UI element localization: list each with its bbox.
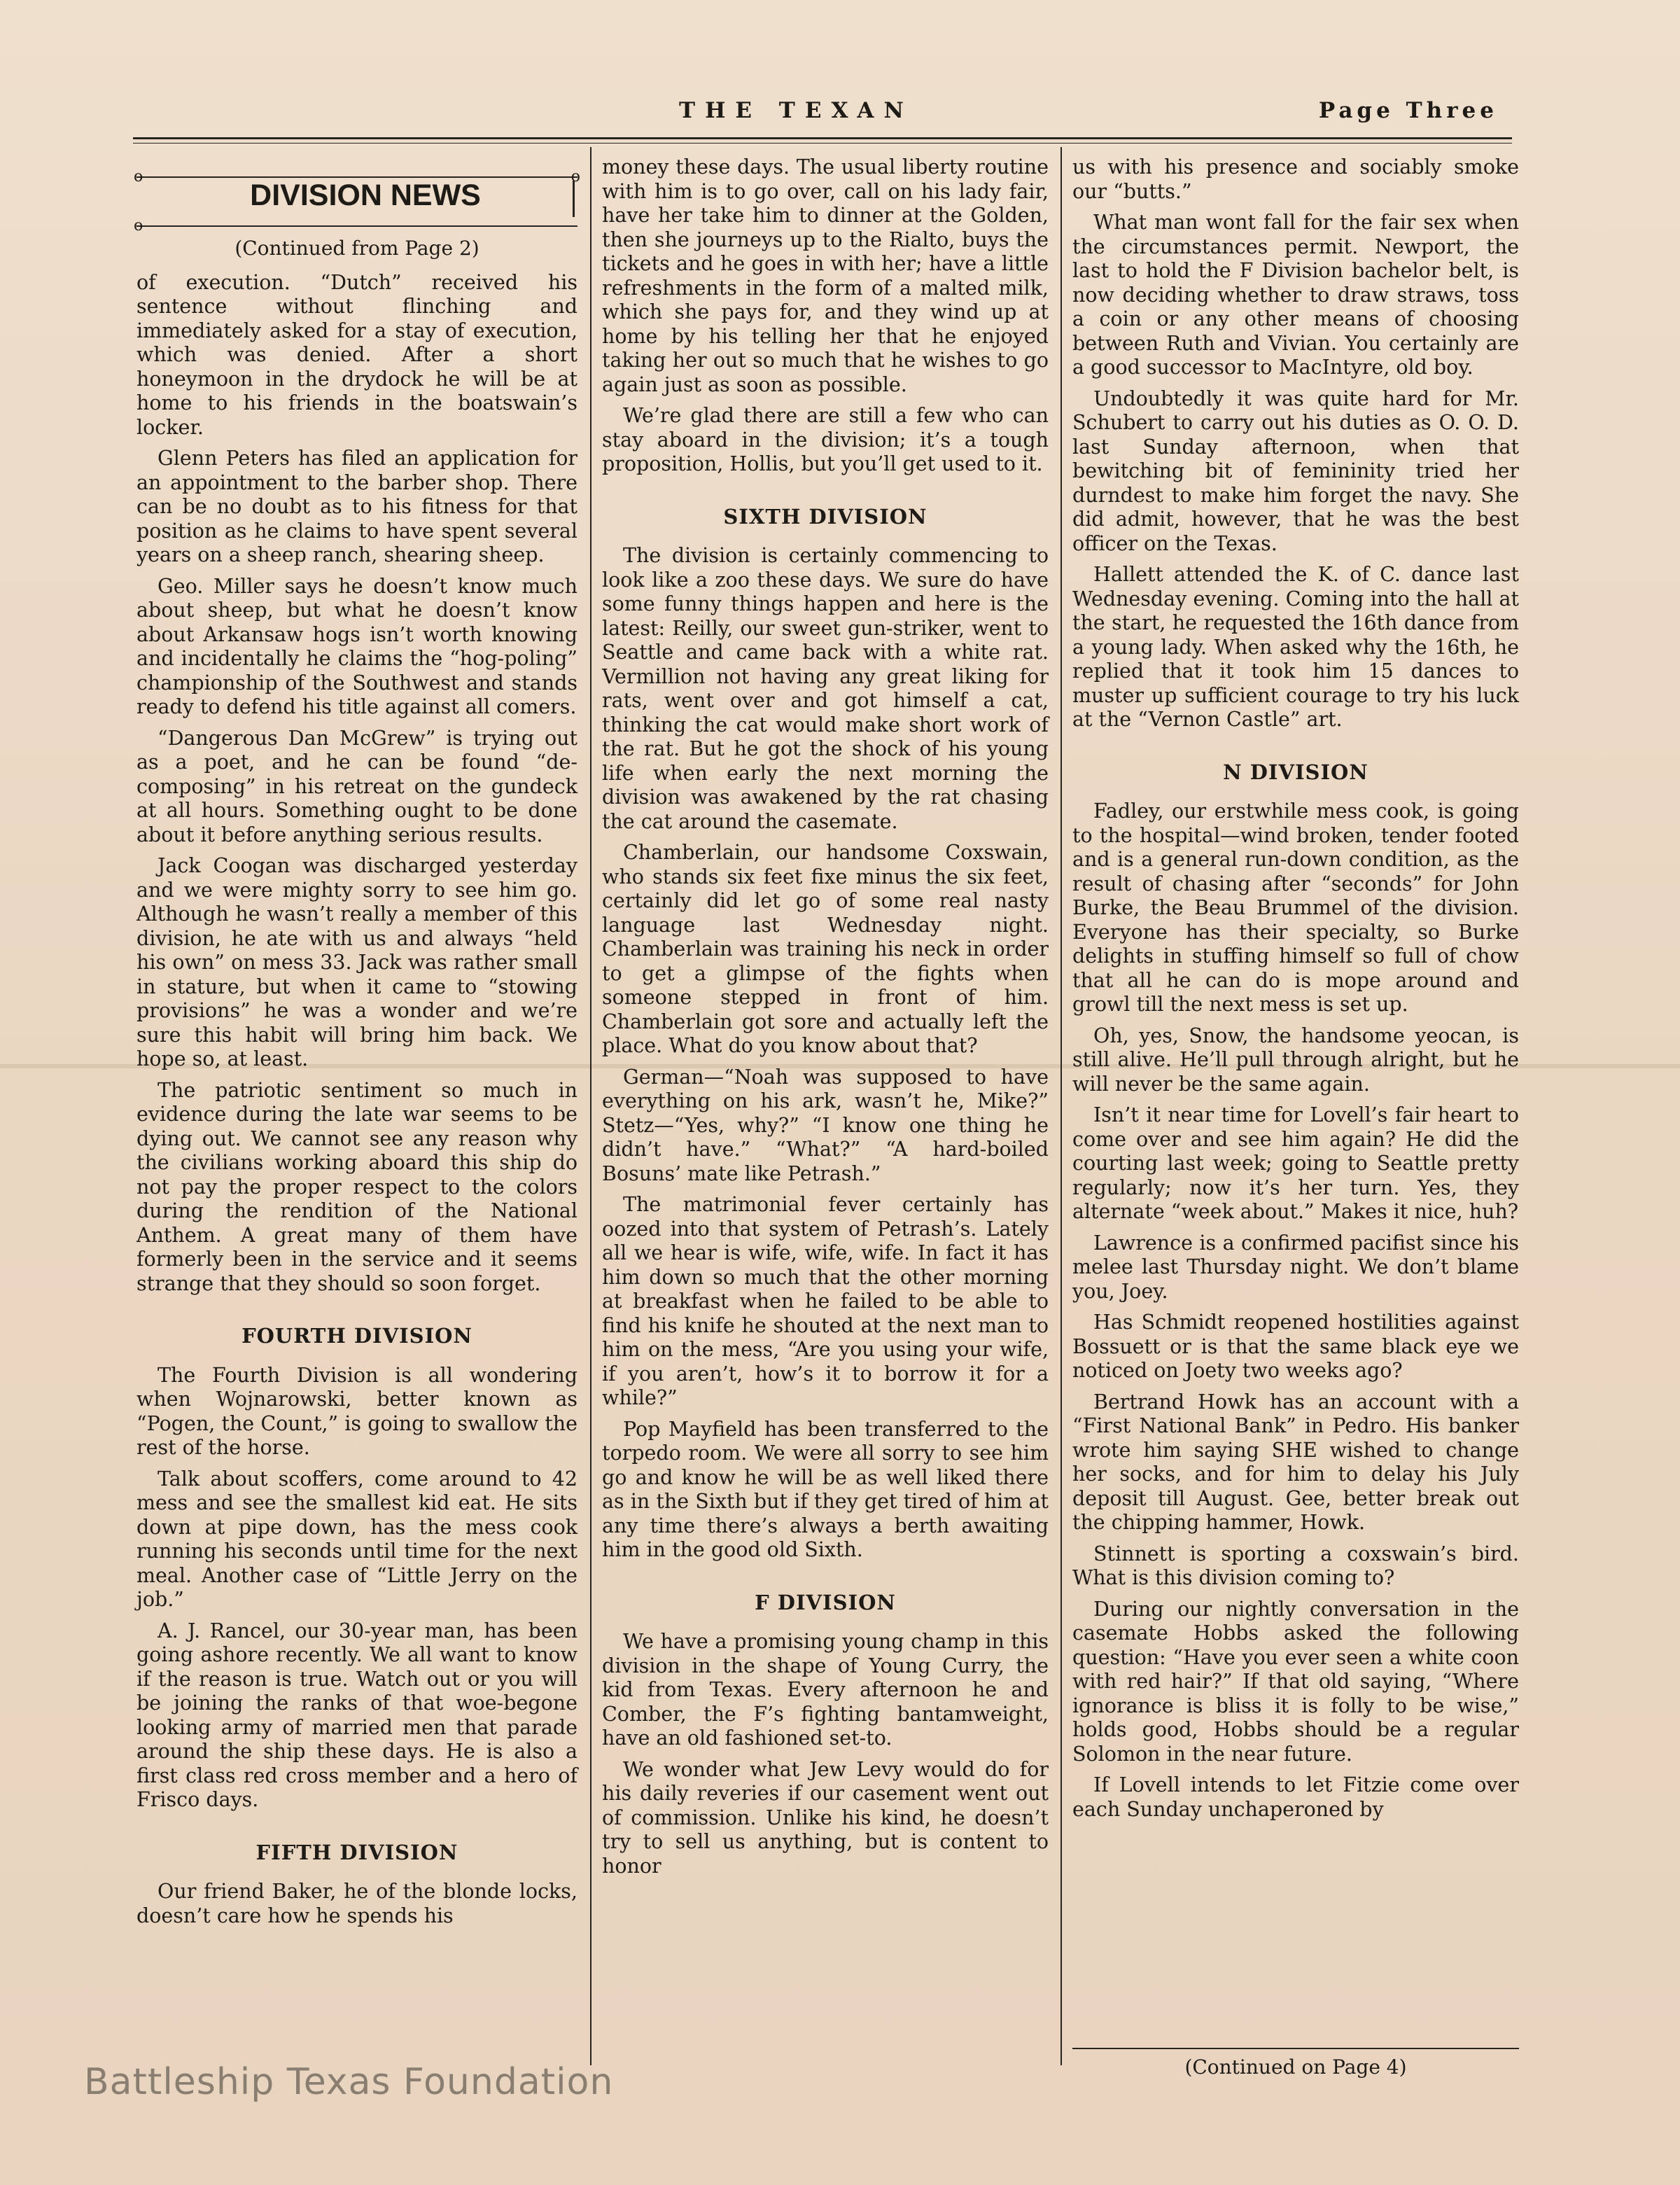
article-paragraph: Pop Mayfield has been transferred to the torpedo room. We were all sorry to see him go and know he will be as well liked there as in the Sixth but if they get tired of him at any time there’s always a berth awaiting him in the good old Sixth. [602, 1417, 1049, 1561]
article-paragraph: money these days. The usual liberty routine with him is to go over, call on his lady fair, have her take him to dinner at the Golden, then she journeys up to the Rialto, buys the tickets and he goes in with her; have a little refreshments in the form of a malted milk, which she pays for, and they wind up at home by his telling her that he enjoyed taking her out so much that he wishes to go again just as soon as possible. [602, 155, 1049, 396]
article-paragraph: Geo. Miller says he doesn’t know much about sheep, but what he doesn’t know about Arkansaw hogs isn’t worth knowing and incidentally he claims the “hog-poling” championship of the Southwest and stands ready to defend his title against all comers. [136, 574, 578, 718]
column-1 [136, 155, 578, 2046]
continued-on: (Continued on Page 4) [1184, 2055, 1407, 2079]
section-heading: F DIVISION [755, 1590, 896, 1614]
banner-title: DIVISION NEWS [250, 179, 481, 212]
article-paragraph: The Fourth Division is all wondering when Wojnarowski, better known as “Pogen, the Count,” is going to swallow the rest of the horse. [136, 1363, 578, 1459]
article-paragraph: Undoubtedly it was quite hard for Mr. Schubert to carry out his duties as O. O. D. last Sunday afternoon, when that bewitching bit of femininity tried her durndest to make him forget the navy. She did admit, however, that he was the best officer on the Texas. [1072, 386, 1519, 555]
article-paragraph: Fadley, our erstwhile mess cook, is going to the hospital—wind broken, tender footed and is a general run-down condition, as the result of chasing after “seconds” for John Burke, the Beau Brummel of the division. Everyone has their specialty, so Burke delights in stuffing himself so full of chow that all he can do is mope around and growl till the next mess is set up. [1072, 800, 1519, 1016]
article-paragraph: “Dangerous Dan McGrew” is trying out as a poet, and he can be found “de-composing” in his retreat on the gundeck at all hours. Something ought to be done about it before anything serious results. [136, 726, 578, 846]
ornament-icon: o [570, 168, 580, 186]
article-paragraph: What man wont fall for the fair sex when the circumstances permit. Newport, the last to hold the F Division bachelor belt, is now deciding whether to draw straws, toss a coin or any other means of choosing between Ruth and Vivian. You certainly are a good successor to MacIntyre, old boy. [1072, 211, 1519, 379]
article-paragraph: During our nightly conversation in the casemate Hobbs asked the following question: “Have you ever seen a white coon with red hair?” If that old saying, “Where ignorance is bliss it is folly to be wise,” holds good, Hobbs should be a regular Solomon in the near future. [1072, 1597, 1519, 1766]
article-paragraph: of execution. “Dutch” received his sentence without flinching and immediately asked for a stay of execution, which was denied. After a short honeymoon in the drydock he will be at home to his friends in the boatswain’s locker. [136, 270, 578, 439]
article-paragraph: Our friend Baker, he of the blonde locks, doesn’t care how he spends his [136, 1880, 578, 1927]
column-3 [1072, 155, 1519, 2046]
article-paragraph: Talk about scoffers, come around to 42 mess and see the smallest kid eat. He sits down at pipe down, has the mess cook running his seconds until time for the next meal. Another case of “Little Jerry on the job.” [136, 1467, 578, 1611]
article-paragraph: Oh, yes, Snow, the handsome yeocan, is still alive. He’ll pull through alright, but he will never be the same again. [1072, 1024, 1519, 1096]
section-heading: FIFTH DIVISION [255, 1840, 458, 1864]
article-paragraph: The patriotic sentiment so much in evidence during the late war seems to be dying out. We cannot see any reason why the civilians working aboard this ship do not pay the proper respect to the colors during the rendition of the National Anthem. A great many of them have formerly been in the service and it seems strange that they should so soon forget. [136, 1078, 578, 1295]
article-paragraph: We have a promising young champ in this division in the shape of Young Curry, the kid from Texas. Every afternoon he and Comber, the F’s fighting bantamweight, have an old fashioned set-to. [602, 1630, 1049, 1750]
article-paragraph: We’re glad there are still a few who can stay aboard in the division; it’s a tough proposition, Hollis, but you’ll get used to it. [602, 404, 1049, 475]
column-2 [602, 155, 1049, 2046]
division-news-banner [134, 165, 580, 235]
article-paragraph: Has Schmidt reopened hostilities against Bossuett or is that the same black eye we noticed on Joety two weeks ago? [1072, 1311, 1519, 1382]
article-paragraph: We wonder what Jew Levy would do for his daily reveries if our casement went out of commission. Unlike his kind, he doesn’t try to sell us anything, but is content to honor [602, 1757, 1049, 1878]
column-divider [1060, 147, 1062, 2065]
article-paragraph: Bertrand Howk has an account with a “First National Bank” in Pedro. His banker wrote him saying SHE wished to change her socks, and for him to delay his July deposit till August. Gee, better break out the chipping hammer, Howk. [1072, 1390, 1519, 1534]
article-paragraph: Lawrence is a confirmed pacifist since his melee last Thursday night. We don’t blame you, Joey. [1072, 1231, 1519, 1303]
ornament-icon: o [134, 217, 144, 235]
header-rule-thin [133, 143, 1512, 144]
article-paragraph: us with his presence and sociably smoke our “butts.” [1072, 155, 1519, 203]
header-rule [133, 137, 1512, 139]
column-divider [590, 147, 592, 2065]
article-paragraph: If Lovell intends to let Fitzie come over each Sunday unchaperoned by [1072, 1773, 1519, 1821]
article-paragraph: The matrimonial fever certainly has oozed into that system of Petrash’s. Lately all we hear is wife, wife, wife. In fact it has him down so much that the other morning at breakfast when he failed to be able to find his knife he shouted at the next man to him on the mess, “Are you using your wife, if you aren’t, how’s it to borrow it for a while?” [602, 1193, 1049, 1409]
paper-title: THE TEXAN [679, 98, 913, 123]
watermark: Battleship Texas Foundation [84, 2061, 614, 2103]
article-paragraph: Jack Coogan was discharged yesterday and we were mighty sorry to see him go. Although he wasn’t really a member of this division, he ate with us and always “held his own” on mess 33. Jack was rather small in stature, but when it came to “stowing provisions” he was a wonder and we’re sure this habit will bring him back. We hope so, at least. [136, 854, 578, 1070]
article-paragraph: Glenn Peters has filed an application for an appointment to the barber shop. There can be no doubt as to his fitness for that position as he claims to have spent several years on a sheep ranch, shearing sheep. [136, 447, 578, 566]
page-number: Page Three [1318, 98, 1498, 123]
continued-from: (Continued from Page 2) [234, 237, 479, 260]
article-paragraph: Stinnett is sporting a coxswain’s bird. What is this division coming to? [1072, 1542, 1519, 1589]
article-paragraph: German—“Noah was supposed to have everything on his ark, wasn’t he, Mike?” Stetz—“Yes, why?” “I know one thing he didn’t have.” “What?” “A hard-boiled Bosuns’ mate like Petrash.” [602, 1065, 1049, 1185]
section-heading: SIXTH DIVISION [723, 504, 927, 529]
article-paragraph: A. J. Rancel, our 30-year man, has been going ashore recently. We all want to know if the reason is true. Watch out or you will be joining the ranks of that woe-begone looking army of married men that parade around the ship these days. He is also a first class red cross member and a hero of Frisco days. [136, 1619, 578, 1811]
article-paragraph: The division is certainly commencing to look like a zoo these days. We sure do have some funny things happen and here is the latest: Reilly, our sweet gun-striker, went to Seattle and came back with a white rat. Vermillion not having any great liking for rats, went over and got himself a cat, thinking the cat would make short work of the rat. But he got the shock of his young life when early the next morning the division was awakened by the rat chasing the cat around the casemate. [602, 544, 1049, 833]
article-paragraph: Isn’t it near time for Lovell’s fair heart to come over and see him again? He did the courting last week; going to Seattle pretty regularly; now it’s her turn. Yes, they alternate “week about.” Makes it nice, huh? [1072, 1103, 1519, 1223]
masthead [133, 98, 1512, 140]
section-heading: N DIVISION [1223, 760, 1368, 784]
footer-rule [1072, 2048, 1519, 2049]
section-heading: FOURTH DIVISION [241, 1324, 472, 1348]
ornament-icon: o [134, 168, 144, 186]
article-paragraph: Chamberlain, our handsome Coxswain, who stands six feet fixe minus the six feet, certainly did let go of some real nasty language last Wednesday night. Chamberlain was training his neck in order to get a glimpse of the fights when someone stepped in front of him. Chamberlain got sore and actually left the place. What do you know about that? [602, 841, 1049, 1057]
article-paragraph: Hallett attended the K. of C. dance last Wednesday evening. Coming into the hall at the start, he requested the 16th dance from a young lady. When asked why the 16th, he replied that it took him 15 dances to muster up sufficient courage to try his luck at the “Vernon Castle” art. [1072, 563, 1519, 731]
